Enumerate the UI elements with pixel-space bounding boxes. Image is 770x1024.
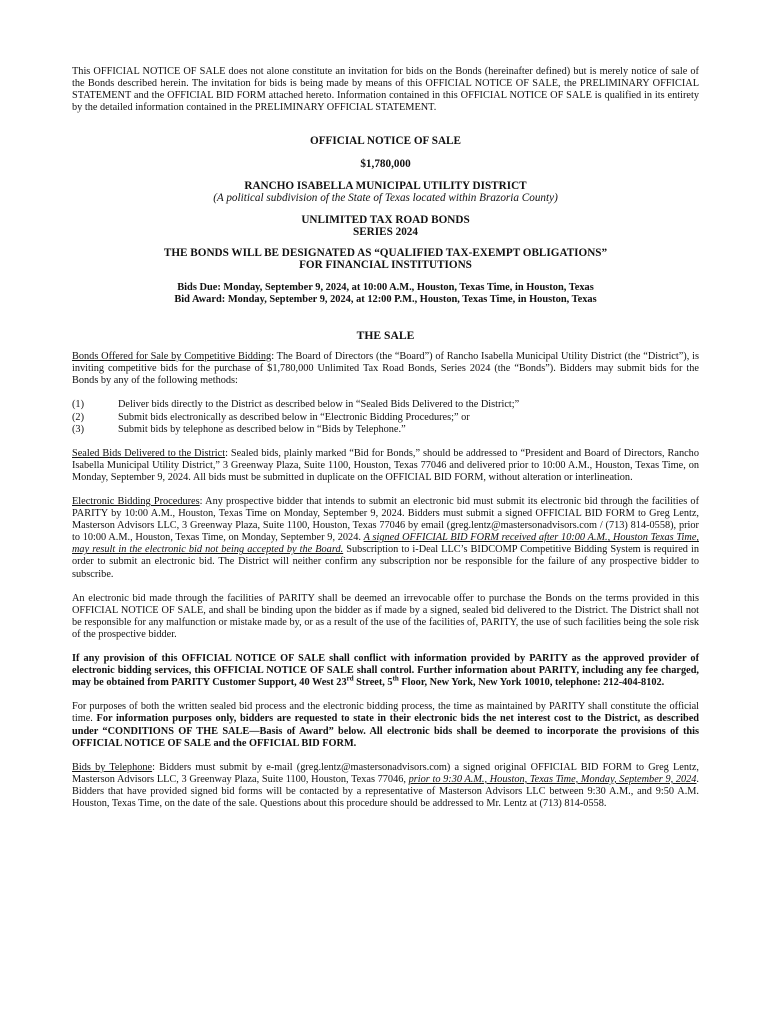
bids-due: Bids Due: Monday, September 9, 2024, at 10:00 A.M., Houston, Texas Time, in Houston, Texas [177,281,594,293]
label-bids-by-telephone: Bids by Telephone [72,761,153,773]
section-heading-the-sale: THE SALE [356,329,415,343]
telephone-deadline: prior to 9:30 A.M., Houston, Texas Time, Monday, September 9, 2024 [408,773,697,785]
electronic-warning: A signed OFFICIAL BID FORM received after 10:00 A.M., Houston Texas Time, may result in the electronic bid not being accepted by the Board. [72,532,699,556]
bond-amount: $1,780,000 [360,157,411,170]
paragraph-irrevocable-offer: An electronic bid made through the facilities of PARITY shall be deemed an irrevocable offer to purchase the Bonds on the terms provided in this OFFICIAL NOTICE OF SALE, and shall be binding upon the bidder as if made by a signed, sealed bid delivered to the District. The District shall not be responsible for any malfunction or mistake made by, or as a result of the use of the facilities of, PARITY, the use of such facilities being the sole risk of the prospective bidder. [72,592,699,640]
bond-type: UNLIMITED TAX ROAD BONDS [301,213,470,226]
designation-line-2: FOR FINANCIAL INSTITUTIONS [299,259,472,272]
paragraph-sealed-bids: Sealed Bids Delivered to the District: Sealed bids, plainly marked “Bid for Bonds,” should be addressed to “President and Board of Directors, Rancho Isabella Municipal Utility District,” 3 Greenway Plaza, Suite 1100, Houston, Texas 77046 and delivered prior to 10:00 A.M., Houston, Texas Time, on Monday, September 9, 2024. All bids must be submitted in duplicate on the OFFICIAL BID FORM, without alteration or interlineation. [72,447,699,483]
paragraph-official-time: For purposes of both the written sealed bid process and the electronic bidding process, the time as maintained by PARITY shall constitute the official time. For information purposes only, bidders are requested to state in their electronic bids the net interest cost to the District, as described under “CONDITIONS OF THE SALE—Basis of Award” below. All electronic bids shall be deemed to incorporate the provisions of this OFFICIAL NOTICE OF SALE and the OFFICIAL BID FORM. [72,701,699,749]
paragraph-bids-by-telephone: Bids by Telephone: Bidders must submit by e-mail (greg.lentz@mastersonadvisors.com) a signed original OFFICIAL BID FORM to Greg Lentz, Masterson Advisors LLC, 3 Greenway Plaza, Suite 1100, Houston, Texas 77046, prior to 9:30 A.M., Houston, Texas Time, Monday, September 9, 2024. Bidders that have provided signed bid forms will be contacted by a representative of Masterson Advisors LLC between 9:30 A.M., and 9:50 A.M. Houston, Texas Time, on the date of the sale. Questions about this procedure should be addressed to Mr. Lentz at (713) 814-0558. [72,761,699,809]
intro-paragraph: This OFFICIAL NOTICE OF SALE does not alone constitute an invitation for bids on the Bonds (hereinafter defined) but is merely notice of sale of the Bonds described herein. The invitation for bids is being made by means of this OFFICIAL NOTICE OF SALE, the PRELIMINARY OFFICIAL STATEMENT and the OFFICIAL BID FORM attached hereto. Information contained in this OFFICIAL NOTICE OF SALE is qualified in its entirety by the detailed information contained in the PRELIMINARY OFFICIAL STATEMENT. [72,66,699,114]
bond-series: SERIES 2024 [353,225,418,238]
list-item: (1) Deliver bids directly to the District as described below in “Sealed Bids Delivered to the District;” [72,399,520,411]
bid-methods-list [72,399,699,435]
label-bonds-offered: Bonds Offered for Sale by Competitive Bidding [72,351,272,363]
label-sealed-bids: Sealed Bids Delivered to the District [72,447,226,459]
paragraph-bonds-offered: Bonds Offered for Sale by Competitive Bidding: The Board of Directors (the “Board”) of Rancho Isabella Municipal Utility District (the “District”), is inviting competitive bids for the purchase of $1,780,000 Unlimited Tax Road Bonds, Series 2024 (the “Bonds”). Bidders may submit bids for the Bonds by any of the following methods: [72,351,699,387]
paragraph-parity-conflict: If any provision of this OFFICIAL NOTICE OF SALE shall conflict with information provided by PARITY as the approved provider of electronic bidding services, this OFFICIAL NOTICE OF SALE shall control. Further information about PARITY, including any fee charged, may be obtained from PARITY Customer Support, 40 West 23rd Street, 5th Floor, New York, New York 10010, telephone: 212-404-8102. [72,653,699,689]
bid-award: Bid Award: Monday, September 9, 2024, at 12:00 P.M., Houston, Texas Time, in Houston, Texas [174,293,597,305]
label-electronic-bidding: Electronic Bidding Procedures [72,496,200,507]
district-name: RANCHO ISABELLA MUNICIPAL UTILITY DISTRICT [244,179,527,192]
district-subdivision: (A political subdivision of the State of Texas located within Brazoria County) [213,192,558,205]
list-item: (2) Submit bids electronically as described below in “Electronic Bidding Procedures;” or [72,411,470,423]
list-item: (3) Submit bids by telephone as described below in “Bids by Telephone.” [72,423,406,435]
paragraph-electronic-bidding: Electronic Bidding Procedures: Any prospective bidder that intends to submit an electronic bid must submit its electronic bid through the facilities of PARITY by 10:00 A.M., Houston, Texas Time on Monday, September 9, 2024. Bidders must submit a signed OFFICIAL BID FORM to Greg Lentz, Masterson Advisors LLC, 3 Greenway Plaza, Suite 1100, Houston, Texas 77046 by email (greg.lentz@mastersonadvisors.com / (713) 814-0558), prior to 10:00 A.M., Houston, Texas Time, on Monday, September 9, 2024. A signed OFFICIAL BID FORM received after 10:00 A.M., Houston Texas Time, may result in the electronic bid not being accepted by the Board. Subscription to i-Deal LLC’s BIDCOMP Competitive Bidding System is required in order to submit an electronic bid. The District will neither confirm any subscription nor be responsible for the failure of any prospective bidder to subscribe. [72,496,700,580]
notice-title: OFFICIAL NOTICE OF SALE [310,135,461,148]
designation-line-1: THE BONDS WILL BE DESIGNATED AS “QUALIFIED TAX-EXEMPT OBLIGATIONS” [163,247,608,260]
